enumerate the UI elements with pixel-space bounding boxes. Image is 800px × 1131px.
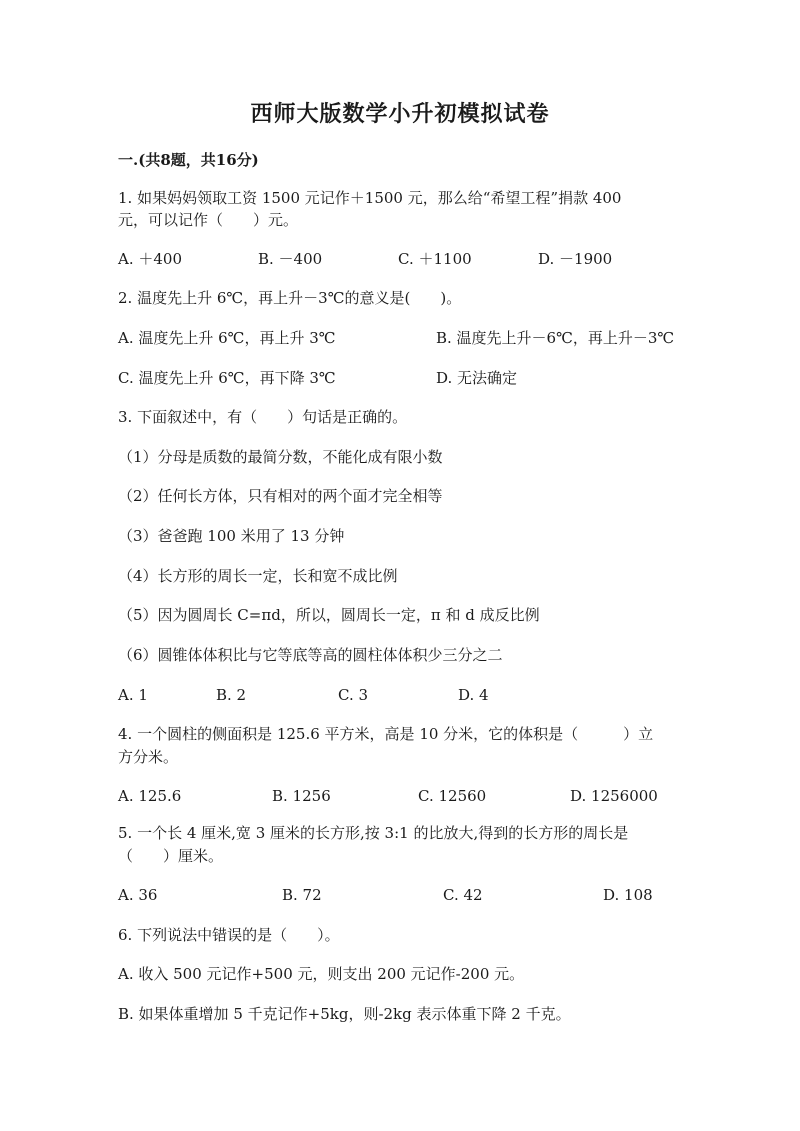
question-1-option-b: B. －400	[258, 250, 323, 268]
question-4-option-d: D. 1256000	[570, 787, 658, 805]
question-1-option-d: D. －1900	[538, 250, 613, 268]
question-3-statement-2: （2）任何长方体，只有相对的两个面才完全相等	[118, 487, 443, 505]
page-title: 西师大版数学小升初模拟试卷	[250, 101, 550, 127]
section-heading: 一.(共8题，共16分)	[118, 151, 259, 169]
question-5-option-d: D. 108	[603, 886, 653, 904]
question-6-option-a: A. 收入 500 元记作+500 元，则支出 200 元记作-200 元。	[118, 965, 525, 983]
question-2-option-c: C. 温度先上升 6℃，再下降 3℃	[118, 369, 336, 387]
question-4-option-b: B. 1256	[272, 787, 331, 805]
question-5-option-c: C. 42	[443, 886, 483, 904]
question-3-statement-4: （4）长方形的周长一定，长和宽不成比例	[118, 567, 398, 585]
question-3-option-a: A. 1	[118, 686, 148, 704]
question-2-stem: 2. 温度先上升 6℃，再上升－3℃的意义是( )。	[118, 289, 462, 307]
question-3-option-d: D. 4	[458, 686, 489, 704]
question-3-statement-5: （5）因为圆周长 C=πd，所以，圆周长一定，π 和 d 成反比例	[118, 606, 540, 624]
question-6-stem: 6. 下列说法中错误的是（ ）。	[118, 926, 340, 944]
question-3-statement-3: （3）爸爸跑 100 米用了 13 分钟	[118, 527, 345, 545]
question-1-option-c: C. ＋1100	[398, 250, 472, 268]
question-2-option-d: D. 无法确定	[436, 369, 518, 387]
question-1-stem-line1: 1. 如果妈妈领取工资 1500 元记作＋1500 元，那么给“希望工程”捐款 400	[118, 189, 622, 207]
question-1-stem-line2: 元，可以记作（ ）元。	[118, 211, 299, 229]
question-4-option-a: A. 125.6	[118, 787, 182, 805]
question-5-stem-line1: 5. 一个长 4 厘米,宽 3 厘米的长方形,按 3:1 的比放大,得到的长方形的周长是	[118, 824, 629, 842]
question-5-option-b: B. 72	[282, 886, 322, 904]
question-4-stem-line1: 4. 一个圆柱的侧面积是 125.6 平方米，高是 10 分米，它的体积是（ ）立	[118, 725, 654, 743]
question-3-stem: 3. 下面叙述中，有（ ）句话是正确的。	[118, 408, 408, 426]
question-5-stem-line2: （ ）厘米。	[118, 847, 224, 865]
question-3-option-b: B. 2	[216, 686, 247, 704]
question-2-option-a: A. 温度先上升 6℃，再上升 3℃	[118, 329, 336, 347]
question-4-option-c: C. 12560	[418, 787, 487, 805]
question-3-statement-6: （6）圆锥体体积比与它等底等高的圆柱体体积少三分之二	[118, 646, 503, 664]
question-1-option-a: A. ＋400	[118, 250, 182, 268]
question-5-option-a: A. 36	[118, 886, 158, 904]
question-3-option-c: C. 3	[338, 686, 369, 704]
question-3-statement-1: （1）分母是质数的最简分数，不能化成有限小数	[118, 448, 443, 466]
question-6-option-b: B. 如果体重增加 5 千克记作+5kg，则-2kg 表示体重下降 2 千克。	[118, 1005, 571, 1023]
question-2-option-b: B. 温度先上升－6℃，再上升－3℃	[436, 329, 675, 347]
question-4-stem-line2: 方分米。	[118, 748, 179, 766]
